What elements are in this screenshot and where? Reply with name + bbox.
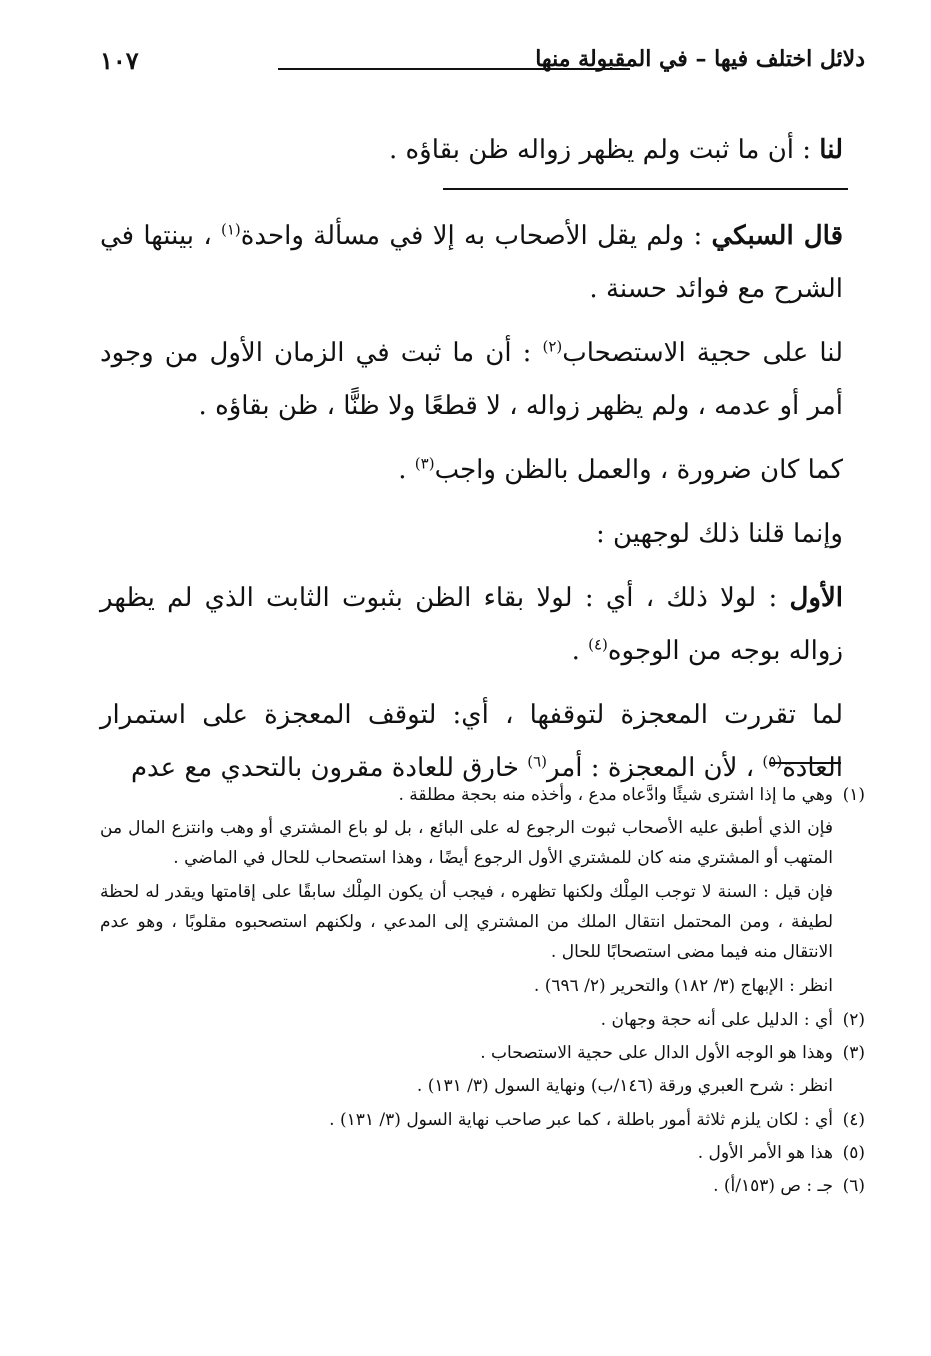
paragraph-6 <box>100 572 865 678</box>
footnote-4-text: أي : لكان يلزم ثلاثة أمور باطلة ، كما عبر صاحب نهاية السول (٣/ ١٣١) . <box>329 1110 833 1130</box>
paragraph-6-text-b: . <box>571 636 589 666</box>
footnote-ref-6[interactable]: (٦) <box>527 752 548 771</box>
paragraph-1-text: : أن ما ثبت ولم يظهر زواله ظن بقاؤه . <box>389 135 820 165</box>
footnote-2-number: (٢) <box>842 1010 865 1030</box>
paragraph-4 <box>100 444 865 497</box>
paragraph-4-text-a: كما كان ضرورة ، والعمل بالظن واجب <box>434 455 843 485</box>
page-number: ١٠٧ <box>100 46 139 75</box>
footnote-ref-1[interactable]: (١) <box>220 220 241 239</box>
paragraph-3 <box>100 327 865 433</box>
footnote-separator <box>769 762 841 764</box>
footnote-6-text: جـ : ص (١٥٣/أ) . <box>713 1176 833 1196</box>
paragraph-2-lead: قال السبكي <box>711 221 843 251</box>
main-text <box>100 124 865 806</box>
footnote-3-number: (٣) <box>842 1043 865 1063</box>
footnote-3-continuation-1: انظر : شرح العبري ورقة (١٤٦/ب) ونهاية السول (٣/ ١٣١) . <box>416 1076 833 1096</box>
paragraph-2 <box>100 210 865 316</box>
footnote-ref-2[interactable]: (٢) <box>542 337 563 356</box>
footnote-1-text: وهي ما إذا اشترى شيئًا وادَّعاه مدع ، وأخذه منه بحجة مطلقة . <box>398 785 833 805</box>
paragraph-7-text-a: لما تقررت المعجزة لتوقفها ، أي: لتوقف المعجزة على استمرار العادة <box>100 700 843 783</box>
footnote-3 <box>100 1038 865 1068</box>
footnote-2 <box>100 1005 865 1035</box>
page-header <box>100 46 865 86</box>
footnote-4-number: (٤) <box>842 1110 865 1130</box>
header-rule <box>278 68 630 70</box>
footnote-1-continuation-2: فإن قيل : السنة لا توجب المِلْك ولكنها تظهره ، فيجب أن يكون المِلْك سابقًا على إقامتها ويقدر له لحظة لطيفة ، ومن المحتمل انتقال الملك من المشتري إلى المدعي ، ولكنهم استصحبوه مقلوبًا ، وهو عدم الانتقال منه فيما مضى استصحابًا للحال . <box>100 882 833 962</box>
footnote-1-continuation-3: انظر : الإبهاج (٣/ ١٨٢) والتحرير (٢/ ٦٩٦) . <box>533 976 833 996</box>
footnote-1 <box>100 780 865 810</box>
footnote-6 <box>100 1171 865 1201</box>
paragraph-7-text-b: ، لأن المعجزة : أمر <box>547 753 763 783</box>
footnote-ref-5[interactable]: (٥) <box>762 752 783 771</box>
footnote-3-text: وهذا هو الوجه الأول الدال على حجية الاستصحاب . <box>480 1043 833 1063</box>
paragraph-2-text-b: ، بينتها في الشرح مع فوائد حسنة . <box>100 221 843 304</box>
footnote-2-text: أي : الدليل على أنه حجة وجهان . <box>600 1010 833 1030</box>
footnote-1-number: (١) <box>842 785 865 805</box>
footnote-6-number: (٦) <box>842 1176 865 1196</box>
footnote-4 <box>100 1105 865 1135</box>
footnote-5 <box>100 1138 865 1168</box>
paragraph-5-text: وإنما قلنا ذلك لوجهين : <box>595 519 843 549</box>
running-title: دلائل اختلف فيها – في المقبولة منها <box>535 46 865 72</box>
footnote-1-continuation-1: فإن الذي أطبق عليه الأصحاب ثبوت الرجوع له على البائع ، بل لو باع المشتري أو وهب وانتزع المال من المتهب أو المشتري منه كان للمشتري الأول الرجوع أيضًا ، وهذا استصحاب للحال في الماضي . <box>100 818 833 868</box>
paragraph-6-text-a: : لولا ذلك ، أي : لولا بقاء الظن بثبوت الثابت الذي لم يظهر زواله بوجه من الوجوه <box>100 583 843 666</box>
footnote-5-text: هذا هو الأمر الأول . <box>697 1143 833 1163</box>
footnote-ref-3[interactable]: (٣) <box>414 454 435 473</box>
section-rule <box>443 188 848 190</box>
paragraph-7-text-c: خارق للعادة مقرون بالتحدي مع عدم <box>130 753 528 783</box>
paragraph-3-text-b: : أن ما ثبت في الزمان الأول من وجود أمر أو عدمه ، ولم يظهر زواله ، لا قطعًا ولا ظنًّا ، ظن بقاؤه . <box>100 338 843 421</box>
paragraph-1-lead: لنا <box>819 135 843 165</box>
paragraph-6-lead: الأول <box>789 583 843 613</box>
footnote-ref-4[interactable]: (٤) <box>588 635 608 654</box>
footnotes <box>100 780 865 1204</box>
paragraph-1 <box>100 124 865 177</box>
paragraph-2-text-a: : ولم يقل الأصحاب به إلا في مسألة واحدة <box>240 221 712 251</box>
paragraph-4-text-b: . <box>398 455 415 485</box>
footnote-5-number: (٥) <box>842 1143 865 1163</box>
paragraph-3-text-a: لنا على حجية الاستصحاب <box>562 338 844 368</box>
paragraph-5 <box>100 508 865 561</box>
